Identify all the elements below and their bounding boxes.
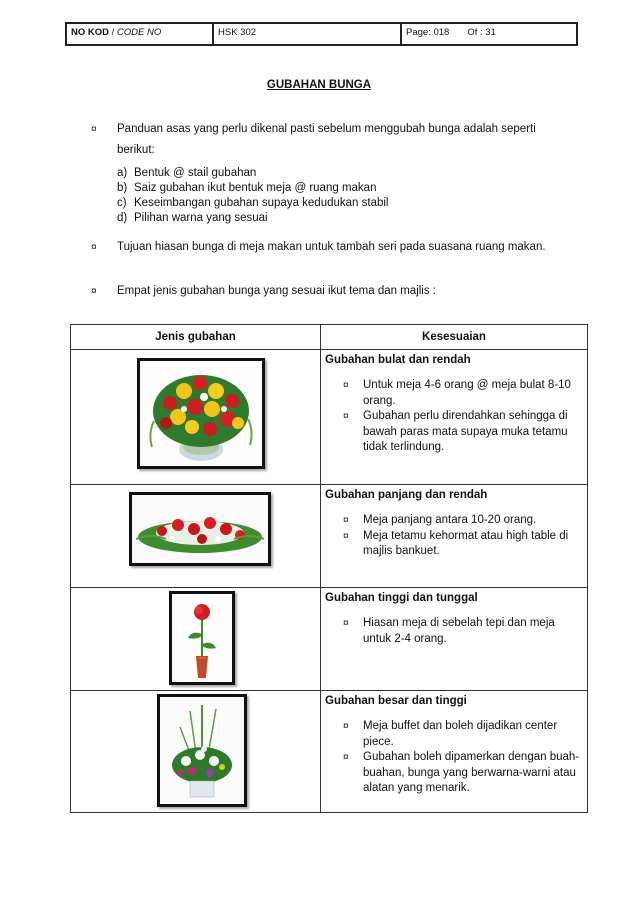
table-row [71, 485, 588, 588]
guideline-item [117, 196, 388, 211]
suitability-point [325, 529, 581, 560]
suitability-point [325, 719, 581, 750]
suitability-point [325, 616, 581, 647]
guideline-item [117, 181, 388, 196]
suitability-text: Meja panjang antara 10-20 orang. [363, 514, 537, 526]
bullet-symbol-icon: ¤ [91, 242, 97, 253]
bullet-symbol-icon: ¤ [91, 124, 97, 135]
bullet-symbol-icon: ¤ [343, 515, 349, 526]
arrangement-title: Gubahan bulat dan rendah [325, 354, 471, 366]
code-label-italic: CODE NO [116, 27, 162, 38]
table-header-row [71, 325, 588, 350]
page-total-label: Of : 31 [467, 27, 496, 38]
bullet-symbol-icon: ¤ [343, 618, 349, 629]
round-flower-bowl-image [137, 358, 265, 469]
suitability-text: Untuk meja 4-6 orang @ meja bulat 8-10 orang. [363, 379, 571, 407]
bullet-text: Empat jenis gubahan bunga yang sesuai ikut tema dan majlis : [117, 285, 437, 297]
arrangement-title: Gubahan panjang dan rendah [325, 489, 488, 501]
suitability-cell [321, 350, 588, 485]
bullet-text: Panduan asas yang perlu dikenal pasti sebelum menggubah bunga adalah seperti berikut: [117, 123, 536, 156]
guideline-text: Keseimbangan gubahan supaya kedudukan stabil [134, 197, 389, 209]
suitability-text: Gubahan perlu direndahkan sehingga di bawah paras mata supaya muka tetamu tidak terlindung. [363, 410, 568, 453]
bullet-symbol-icon: ¤ [343, 721, 349, 732]
bullet-item [91, 119, 561, 161]
suitability-text: Hiasan meja di sebelah tepi dan meja untuk 2-4 orang. [363, 617, 555, 645]
suitability-point [325, 378, 581, 409]
arrangement-title: Gubahan besar dan tinggi [325, 695, 467, 707]
suitability-point [325, 750, 581, 797]
page-number-cell [402, 24, 576, 44]
tall-flower-arrangement-image [157, 694, 247, 807]
bullet-text: Tujuan hiasan bunga di meja makan untuk tambah seri pada suasana ruang makan. [117, 241, 546, 253]
guideline-text: Saiz gubahan ikut bentuk meja @ ruang makan [134, 182, 377, 194]
bullet-symbol-icon: ¤ [343, 411, 349, 422]
guideline-label: c) [117, 197, 127, 209]
code-label-bold: NO KOD [71, 27, 109, 38]
column-header-type: Jenis gubahan [71, 325, 321, 350]
image-cell [71, 350, 321, 485]
bullet-symbol-icon: ¤ [343, 380, 349, 391]
guideline-label: d) [117, 212, 128, 224]
page-title: GUBAHAN BUNGA [266, 79, 372, 91]
guideline-item [117, 211, 388, 226]
bullet-symbol-icon: ¤ [91, 286, 97, 297]
document-header [65, 22, 578, 46]
code-no-cell [67, 24, 214, 44]
guideline-list [117, 166, 388, 226]
suitability-text: Gubahan boleh dipamerkan dengan buah-buahan, bunga yang berwarna-warni atau alatan yang menarik. [363, 751, 580, 794]
code-value-cell [214, 24, 402, 44]
suitability-text: Meja tetamu kehormat atau high table di majlis bankuet. [363, 529, 569, 557]
image-cell [71, 691, 321, 813]
bullet-symbol-icon: ¤ [343, 752, 349, 763]
bullet-symbol-icon: ¤ [343, 530, 349, 542]
image-cell [71, 588, 321, 691]
table-row [71, 350, 588, 485]
page-label: Page: 018 [406, 27, 450, 38]
image-cell [71, 485, 321, 588]
arrangement-table [70, 324, 588, 813]
guideline-text: Bentuk @ stail gubahan [134, 167, 257, 179]
suitability-cell [321, 485, 588, 588]
suitability-cell [321, 588, 588, 691]
table-row [71, 691, 588, 813]
arrangement-title: Gubahan tinggi dan tunggal [325, 592, 478, 604]
suitability-cell [321, 691, 588, 813]
bullet-item [91, 281, 561, 302]
suitability-point [325, 513, 581, 529]
suitability-point [325, 409, 581, 456]
code-label-separator: / [109, 27, 117, 38]
table-row [71, 588, 588, 691]
long-low-flower-arrangement-image [129, 492, 271, 566]
guideline-text: Pilihan warna yang sesuai [134, 212, 268, 224]
suitability-text: Meja buffet dan boleh dijadikan center piece. [363, 720, 558, 748]
bullet-item [91, 237, 561, 258]
guideline-label: b) [117, 182, 128, 194]
column-header-suitability: Kesesuaian [321, 325, 588, 350]
code-value: HSK 302 [218, 27, 257, 38]
guideline-item [117, 166, 388, 181]
guideline-label: a) [117, 167, 128, 179]
single-rose-vase-image [169, 591, 235, 685]
